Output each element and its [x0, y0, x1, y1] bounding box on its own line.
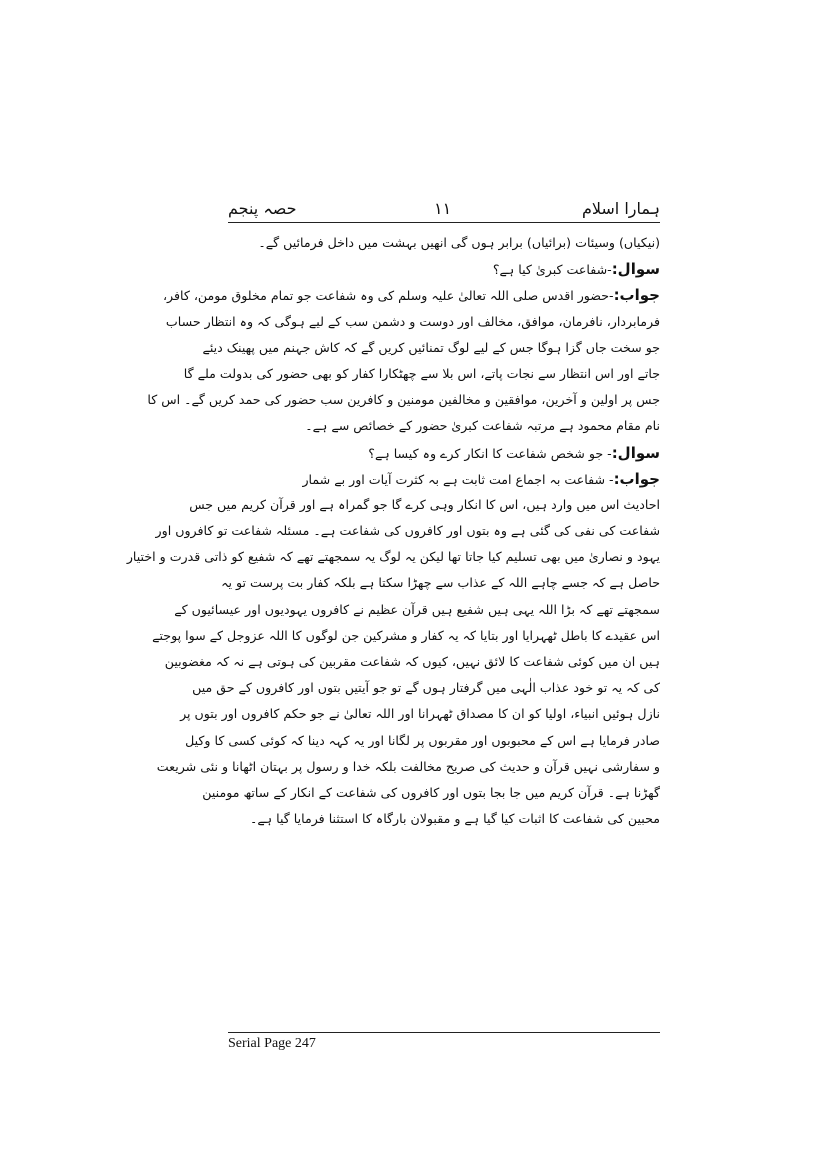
book-title: ہمارا اسلام: [581, 199, 660, 218]
line-text: گھڑنا ہے۔ قرآن کریم میں جا بجا بتوں اور کافروں کی شفاعت کے انکار کے ساتھ مومنین: [202, 784, 660, 800]
line-text: -حضور اقدس صلی اللہ تعالیٰ علیہ وسلم کی وہ شفاعت جو تمام مخلوق مومن، کافر،: [162, 288, 614, 304]
part-label: حصہ پنجم: [228, 199, 297, 218]
text-line: [183, 361, 660, 387]
page-header: [228, 198, 660, 220]
answer-label: جواب:: [613, 286, 660, 305]
text-line: [189, 492, 660, 518]
line-text: جاتے اور اس انتظار سے نجات پاتے، اس بلا سے چھٹکارا کفار کو بھی حضور کی بدولت ملے گا: [183, 365, 660, 381]
serial-page: Serial Page 247: [228, 1036, 316, 1051]
text-line: [180, 701, 660, 727]
text-line: [185, 728, 660, 754]
text-line: [228, 256, 660, 282]
text-line: [228, 413, 660, 439]
text-line: [228, 806, 660, 832]
header-rule: [228, 222, 660, 223]
line-text: فرمابردار، نافرمان، موافق، مخالف اور دوست و دشمن سب کے لیے ہوگی کہ وہ انتظار حساب: [165, 313, 660, 329]
text-line: [202, 335, 660, 361]
answer-label: جواب:: [613, 469, 660, 488]
line-text: سمجھتے تھے کہ بڑا اللہ یہی ہیں شفیع ہیں قرآن عظیم نے کافروں یہودیوں اور عیسائیوں کے: [174, 601, 660, 617]
text-line: [228, 230, 660, 256]
question-label: سوال:: [611, 260, 660, 279]
line-text: - شفاعت بہ اجماع امت ثابت ہے بہ کثرت آیات اور بے شمار: [302, 471, 614, 487]
line-text: - جو شخص شفاعت کا انکار کرے وہ کیسا ہے؟: [368, 445, 612, 461]
line-text: جو سخت جاں گزا ہوگا جس کے لیے لوگ تمنائیں کریں گے کہ کاش جہنم میں پھینک دیئے: [202, 339, 660, 355]
text-line: [202, 780, 660, 806]
line-text: ہیں ان میں کوئی شفاعت کا لائق نہیں، کیوں کہ شفاعت مقربین کی ہوتی ہے نہ کہ مغضوبین: [164, 654, 660, 669]
page-number: ۱۱: [434, 199, 452, 218]
line-text: -شفاعت کبریٰ کیا ہے؟: [492, 262, 612, 278]
text-line: [147, 387, 660, 413]
text-line: [228, 440, 660, 466]
line-text: (نیکیاں) وسیئات (برائیاں) برابر ہوں گی انھیں بہشت میں داخل فرمائیں گے۔: [258, 235, 660, 250]
text-line: [221, 570, 660, 596]
line-text: صادر فرمایا ہے اس کے محبوبوں اور مقربوں پر لگانا اور یہ کہہ دینا کہ کوئی کسی کا وکیل: [185, 732, 660, 748]
text-line: [162, 282, 660, 308]
text-line: [155, 518, 660, 544]
text-line: [174, 597, 660, 623]
line-text: جس پر اولین و آخرین، موافقین و مخالفین مومنین و کافرین سب حضور کی حمد کریں گے۔ اس کا: [147, 392, 660, 408]
question-label: سوال:: [611, 443, 660, 462]
text-line: [164, 649, 660, 675]
page-body: [126, 230, 660, 1028]
line-text: شفاعت کی نفی کی گئی ہے وہ بتوں اور کافروں کی شفاعت ہے۔ مسئلہ شفاعت تو کافروں اور: [155, 523, 660, 539]
line-text: نام مقام محمود ہے مرتبہ شفاعت کبریٰ حضور کے خصائص سے ہے۔: [305, 418, 660, 434]
line-text: احادیث اس میں وارد ہیں، اس کا انکار وہی کرے گا جو گمراہ ہے اور قرآن کریم میں جس: [189, 496, 660, 512]
text-line: [228, 466, 660, 492]
line-text: محبین کی شفاعت کا اثبات کیا گیا ہے و مقبولان بارگاہ کا استثنا فرمایا گیا ہے۔: [250, 811, 660, 827]
line-text: حاصل ہے کہ جسے چاہے اللہ کے عذاب سے چھڑا سکتا ہے بلکہ کفار بت پرست تو یہ: [221, 575, 660, 591]
line-text: اس عقیدے کا باطل ٹھہرایا اور بتایا کہ یہ کفار و مشرکین جن لوگوں کا اللہ عزوجل کے سوا پوجتے: [152, 627, 660, 643]
text-line: [126, 544, 660, 570]
line-text: یہود و نصاریٰ میں بھی تسلیم کیا جاتا تھا لیکن یہ لوگ یہ سمجھتے تھے کہ شفیع کو ذاتی قدرت و اختیار: [126, 549, 660, 565]
text-line: [192, 675, 660, 701]
text-line: [165, 309, 660, 335]
line-text: نازل ہوئیں انبیاء، اولیا کو ان کا مصداق ٹھہرانا اور اللہ تعالیٰ نے جو حکم کافروں اور بتوں پر: [180, 706, 660, 722]
text-line: [156, 754, 660, 780]
line-text: و سفارشی نہیں قرآن و حدیث کی صریح مخالفت بلکہ خدا و رسول پر بہتان اٹھانا و نئی شریعت: [156, 758, 660, 774]
footer-rule: [228, 1032, 660, 1033]
line-text: کی کہ یہ تو خود عذاب الٰہی میں گرفتار ہوں گے تو جو آیتیں بتوں اور کافروں کے حق میں: [192, 680, 660, 696]
text-line: [152, 623, 660, 649]
